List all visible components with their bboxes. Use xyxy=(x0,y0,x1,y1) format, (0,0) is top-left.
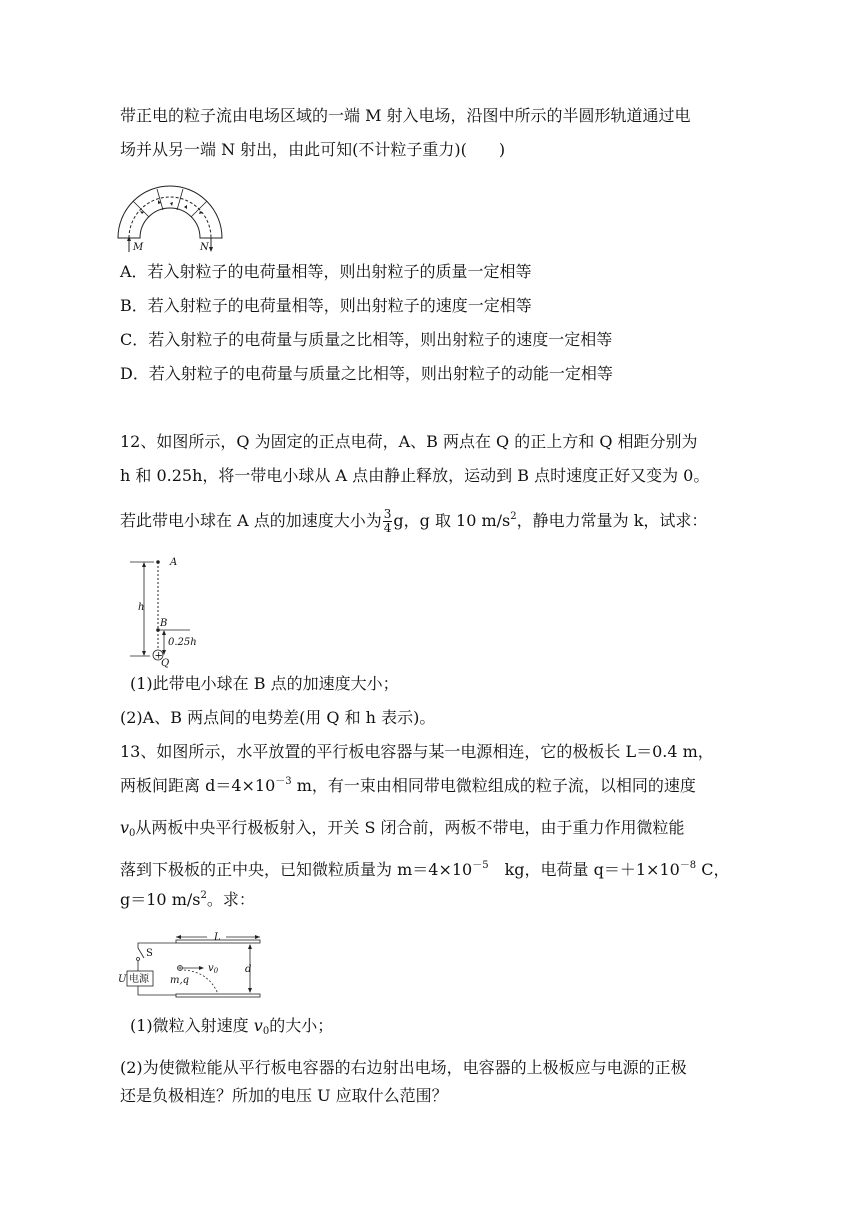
label-s: S xyxy=(146,948,153,959)
q11-option-b: B．若入射粒子的电荷量相等，则出射粒子的速度一定相等 xyxy=(120,296,532,315)
label-b: B xyxy=(160,618,168,629)
q12-line1: 12、如图所示，Q 为固定的正点电荷，A、B 两点在 Q 的正上方和 Q 相距分别为 xyxy=(120,432,698,451)
q11-stem-line1: 带正电的粒子流由电场区域的一端 M 射入电场，沿图中所示的半圆形轨道通过电 xyxy=(120,106,691,125)
label-quarter-h: 0.25h xyxy=(168,637,197,648)
label-source: 电源 xyxy=(129,974,149,985)
label-a: A xyxy=(170,557,178,568)
label-m: M xyxy=(133,242,144,252)
q13-line5: g＝10 $m/s^2$。求： xyxy=(120,890,255,909)
q12-sub2: (2)A、B 两点间的电势差(用 Q 和 h 表示)。 xyxy=(120,708,436,727)
q11-stem-line2: 场并从另一端 N 射出，由此可知(不计粒子重力)( ) xyxy=(120,140,506,159)
label-d: d xyxy=(245,964,252,975)
label-v0: $v_0$ xyxy=(208,963,219,975)
q11-option-a: A．若入射粒子的电荷量相等，则出射粒子的质量一定相等 xyxy=(120,262,532,281)
label-q: Q xyxy=(161,658,170,668)
q12-line2: h 和 0.25h，将一带电小球从 A 点由静止释放，运动到 B 点时速度正好又变为 0。 xyxy=(120,466,710,485)
q11-option-d: D．若入射粒子的电荷量与质量之比相等，则出射粒子的动能一定相等 xyxy=(120,364,613,383)
label-m-q: m,q xyxy=(170,975,190,986)
label-l: L xyxy=(214,932,221,943)
plus-sign: + xyxy=(154,650,163,662)
label-u: U xyxy=(118,974,127,985)
q13-line3: $v_0$从两板中央平行极板射入，开关 S 闭合前，两板不带电，由于重力作用微粒能 xyxy=(120,818,685,839)
q13-sub2-line1: (2)为使微粒能从平行板电容器的右边射出电场，电容器的上极板应与电源的正极 xyxy=(120,1058,687,1077)
q11-option-c: C．若入射粒子的电荷量与质量之比相等，则出射粒子的速度一定相等 xyxy=(120,330,613,349)
label-n: N xyxy=(200,242,209,252)
q11-semicircle-field-figure xyxy=(115,180,225,252)
q13-line2: 两板间距离 $d=4\times 10^{-3}$ m，有一束由相同带电微粒组成的粒子流，以相同的速度 xyxy=(120,776,696,795)
q13-capacitor-figure xyxy=(114,928,264,1002)
q12-line3: 若此带电小球在 A 点的加速度大小为 $\frac{3}{4}$ g，g 取 10 $m/s^2$，静电力常量为 k，试求： xyxy=(120,507,708,535)
fraction-three-quarters: $\frac{3}{4}$ xyxy=(383,507,392,535)
q13-sub1: (1)微粒入射速度 $v_0$的大小； xyxy=(130,1016,334,1037)
q12-charge-figure xyxy=(126,552,210,668)
q12-sub1: (1)此带电小球在 B 点的加速度大小； xyxy=(130,674,399,693)
q13-line4: 落到下极板的正中央，已知微粒质量为 $m=4\times 10^{-5}$ kg，电荷量 $q=+1\times 10^{-8}$ C， xyxy=(120,860,730,879)
label-h: h xyxy=(138,602,145,613)
q13-line1: 13、如图所示，水平放置的平行板电容器与某一电源相连，它的极板长 L＝0.4 m， xyxy=(120,742,714,761)
q13-sub2-line2: 还是负极相连？所加的电压 U 应取什么范围？ xyxy=(120,1086,448,1105)
